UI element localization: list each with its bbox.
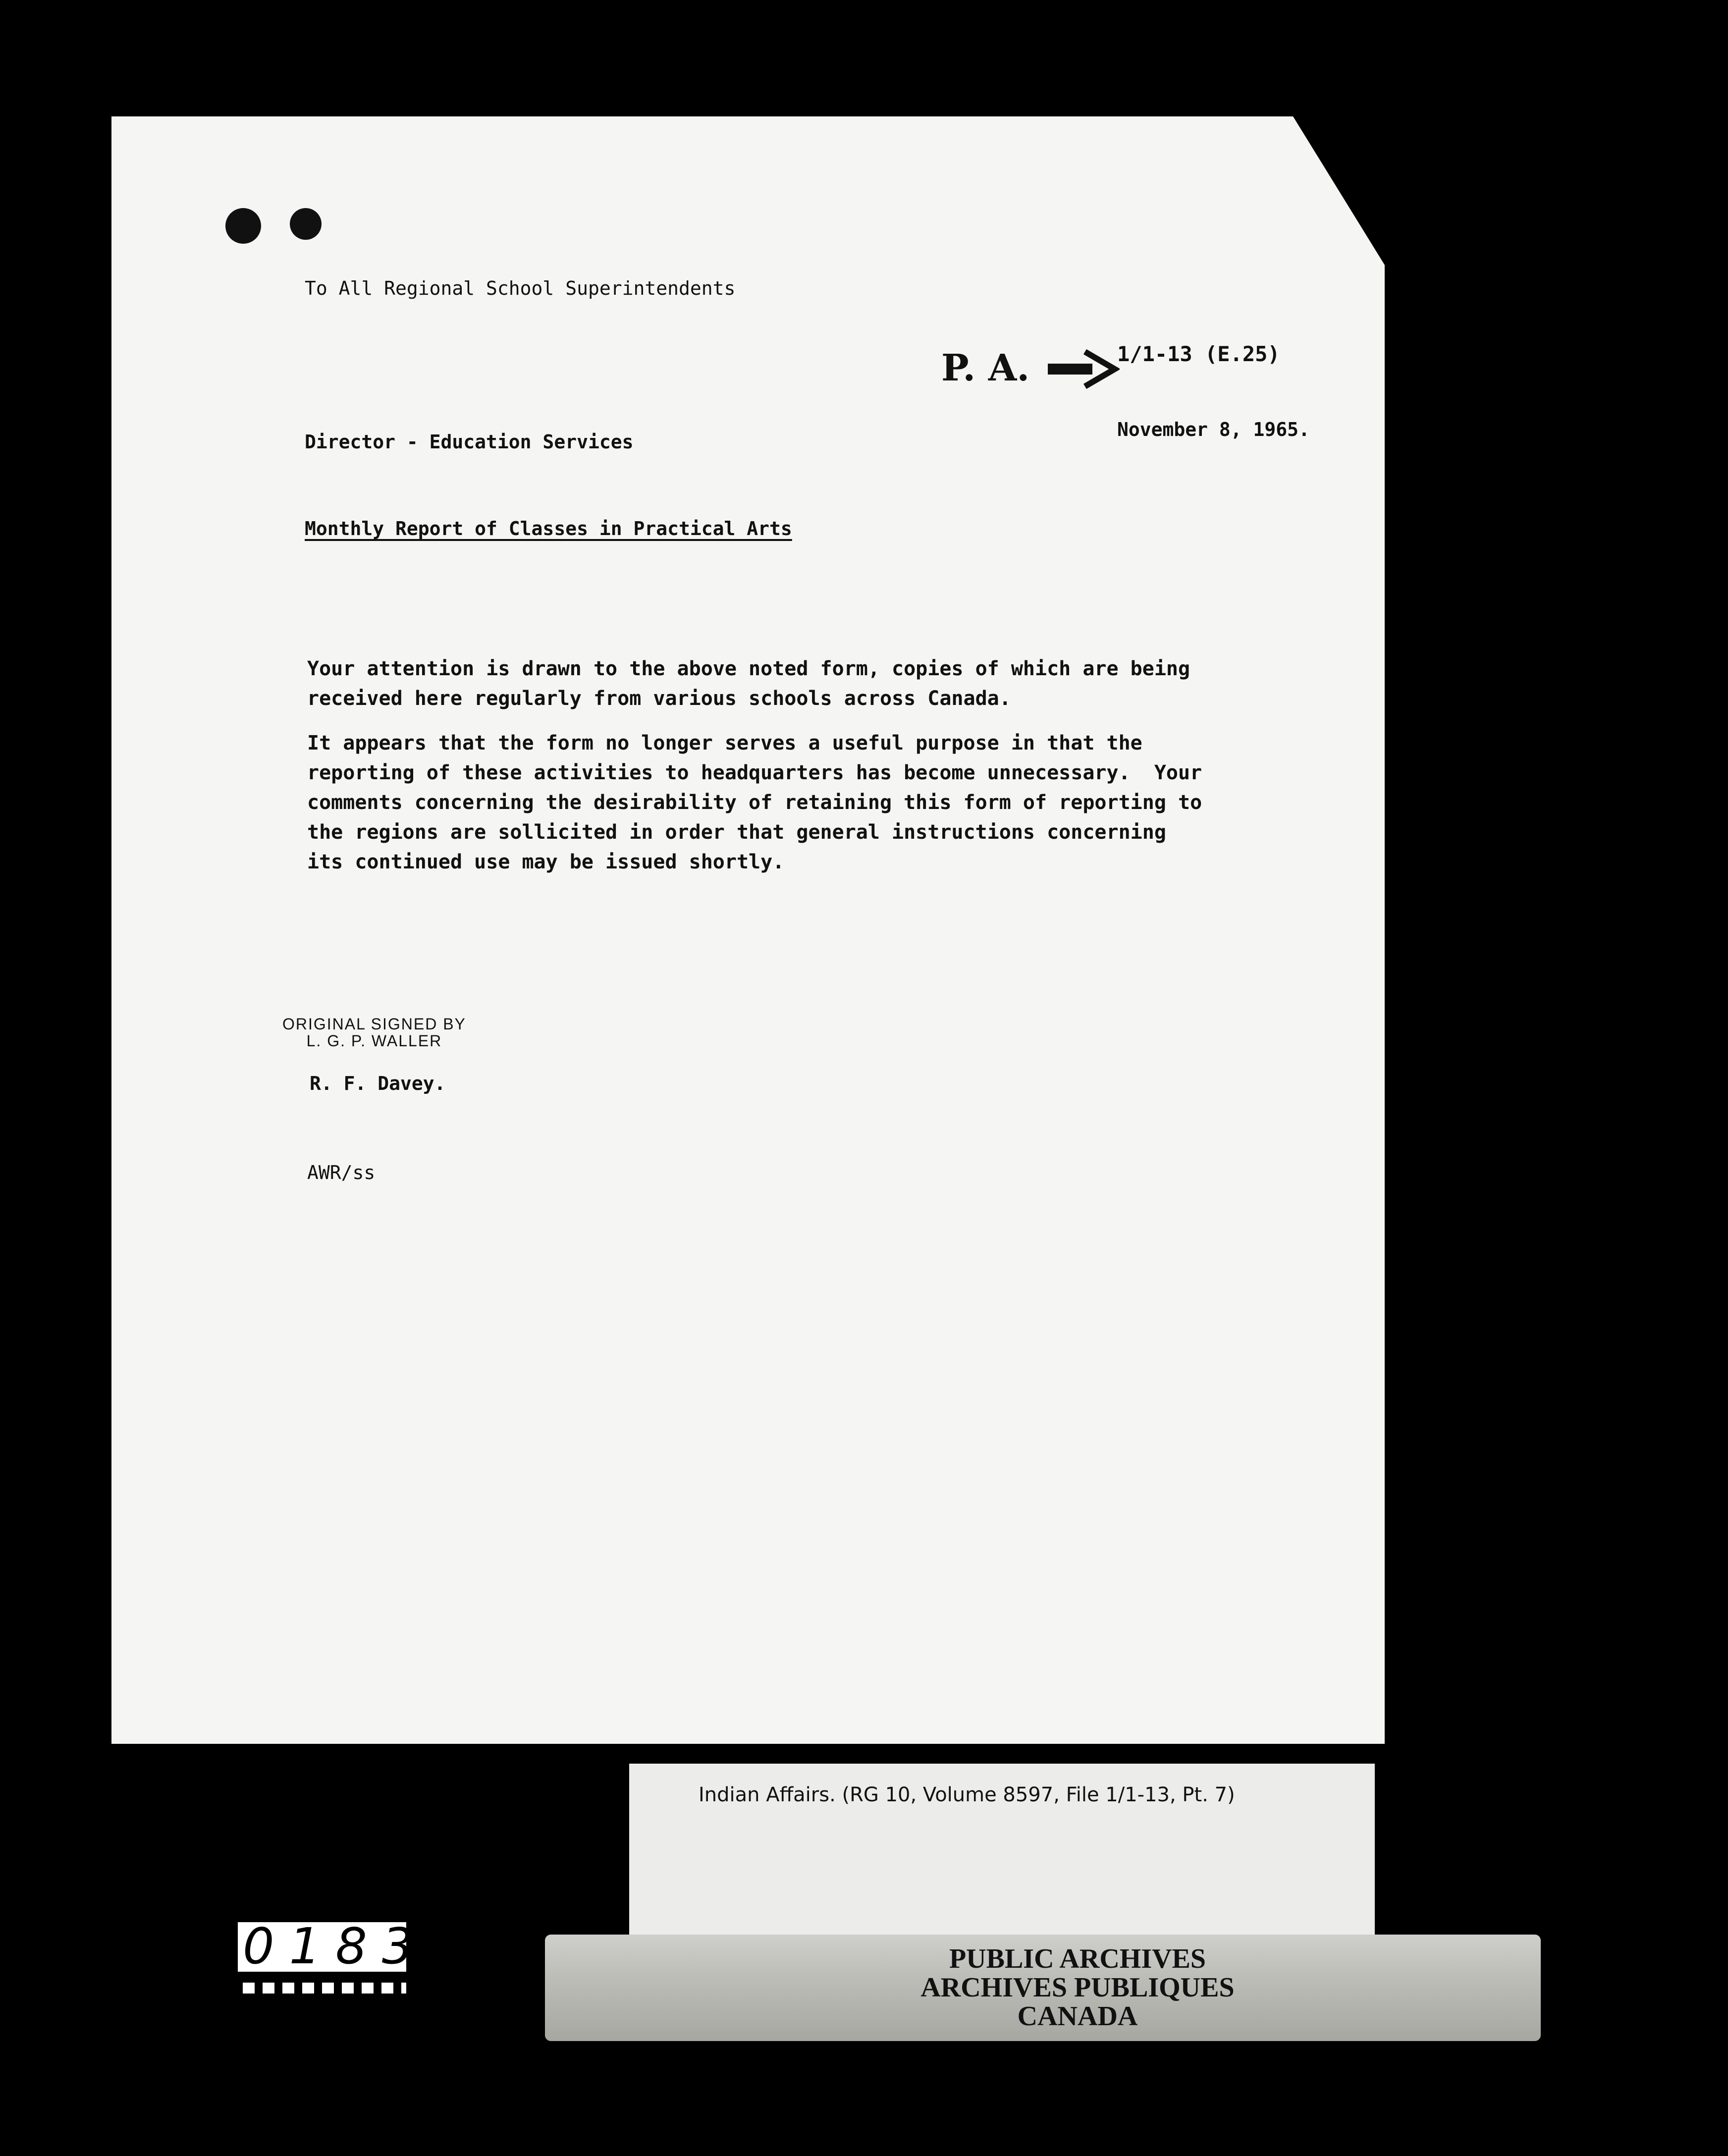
- archives-label-line: PUBLIC ARCHIVES: [949, 1943, 1206, 1974]
- archives-label: [780, 1944, 1375, 2031]
- frame-counter: 0183: [243, 1917, 429, 1975]
- subject-line: Monthly Report of Classes in Practical Arts: [305, 518, 792, 539]
- sender-line: Director - Education Services: [305, 431, 634, 453]
- letter-date: November 8, 1965.: [1117, 419, 1310, 440]
- file-stamp: P. A.: [941, 347, 1030, 389]
- archives-label-line: CANADA: [1017, 2001, 1138, 2032]
- punch-hole: [290, 208, 322, 240]
- typist-initials: AWR/ss: [307, 1162, 376, 1184]
- punch-hole: [225, 208, 261, 244]
- archives-label-line: ARCHIVES PUBLIQUES: [920, 1972, 1235, 2003]
- file-number: 1/1-13 (E.25): [1117, 342, 1280, 366]
- paragraph: Your attention is drawn to the above noted form, copies of which are being received here regularly from various schools across Canada.: [307, 657, 1190, 710]
- recipient-line: To All Regional School Superintendents: [305, 277, 736, 299]
- arrow-icon: [1045, 347, 1120, 391]
- paragraph: It appears that the form no longer serves a useful purpose in that the reporting of these activities to headquarters has become unnecessary. Your comments concerning the desirability of retaining this form of reporting to the regions are sollicited in order that general instructions concerning its continued use may be issued shortly.: [307, 732, 1202, 873]
- signatory: R. F. Davey.: [310, 1073, 446, 1094]
- archive-reference: Indian Affairs. (RG 10, Volume 8597, File 1/1-13, Pt. 7): [699, 1783, 1235, 1806]
- film-sprocket-holes: [243, 1983, 406, 1994]
- signature-stamp: ORIGINAL SIGNED BY L. G. P. WALLER: [282, 1015, 466, 1050]
